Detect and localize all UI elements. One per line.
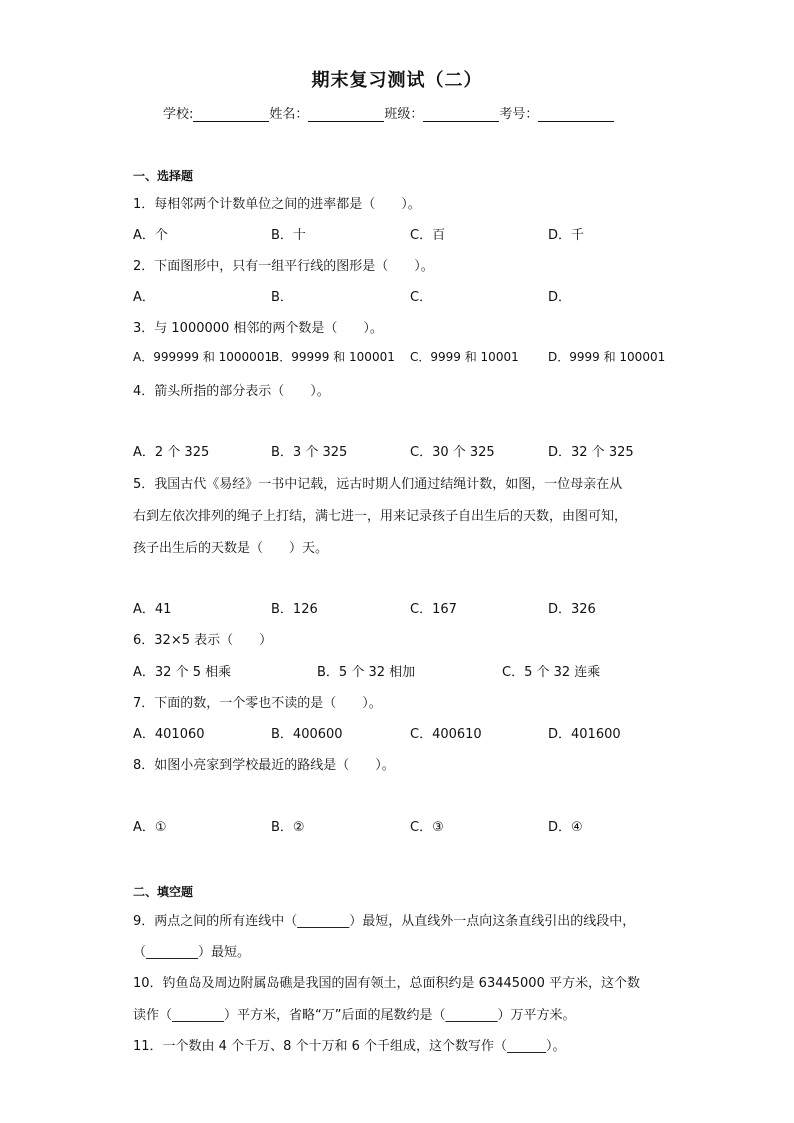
school-blank[interactable] <box>193 107 269 122</box>
question-8: 8．如图小亮家到学校最近的路线是（ ）。 <box>133 758 395 773</box>
q2-option-c[interactable]: C． <box>410 290 433 305</box>
name-blank[interactable] <box>308 107 384 122</box>
name-label: 姓名： <box>269 107 309 122</box>
q3-option-a[interactable]: A．999999 和 1000001 <box>133 350 273 364</box>
q1-option-b[interactable]: B．十 <box>271 228 306 243</box>
section-heading-choice: 一、选择题 <box>133 169 194 183</box>
question-11: 11．一个数由 4 个千万、8 个十万和 6 个千组成，这个数写作（______）。 <box>133 1039 566 1054</box>
q5-option-d[interactable]: D．326 <box>548 602 596 617</box>
student-info-row <box>163 103 614 122</box>
q7-option-b[interactable]: B．400600 <box>271 727 343 742</box>
exam-no-blank[interactable] <box>538 107 614 122</box>
q7-option-d[interactable]: D．401600 <box>548 727 621 742</box>
q8-option-c[interactable]: C．③ <box>410 820 444 835</box>
q3-option-c[interactable]: C．9999 和 10001 <box>410 350 519 364</box>
question-3: 3．与 1000000 相邻的两个数是（ ）。 <box>133 321 383 336</box>
q7-option-a[interactable]: A．401060 <box>133 727 205 742</box>
q1-option-a[interactable]: A．个 <box>133 228 168 243</box>
question-6: 6．32×5 表示（ ） <box>133 633 273 648</box>
question-2: 2．下面图形中，只有一组平行线的图形是（ ）。 <box>133 259 434 274</box>
class-blank[interactable] <box>423 107 499 122</box>
q4-option-b[interactable]: B．3 个 325 <box>271 445 348 460</box>
q5-option-c[interactable]: C．167 <box>410 602 457 617</box>
question-5-line-3: 孩子出生后的天数是（ ）天。 <box>133 541 329 556</box>
q2-option-d[interactable]: D． <box>548 290 572 305</box>
q3-option-d[interactable]: D．9999 和 100001 <box>548 350 666 364</box>
question-9-line-2: （________）最短。 <box>133 945 251 960</box>
question-9-line-1: 9．两点之间的所有连线中（________）最短，从直线外一点向这条直线引出的线段中， <box>133 914 636 929</box>
q5-option-a[interactable]: A．41 <box>133 602 172 617</box>
q2-option-b[interactable]: B． <box>271 290 293 305</box>
q6-option-c[interactable]: C．5 个 32 连乘 <box>502 665 601 680</box>
exam-no-label: 考号： <box>499 107 539 122</box>
q6-option-a[interactable]: A．32 个 5 相乘 <box>133 665 232 680</box>
question-10-line-2: 读作（________）平方米，省略“万”后面的尾数约是（________）万平方米。 <box>133 1008 576 1023</box>
question-10-line-1: 10．钓鱼岛及周边附属岛礁是我国的固有领土，总面积约是 63445000 平方米，这个数 <box>133 976 640 991</box>
question-1: 1．每相邻两个计数单位之间的进率都是（ ）。 <box>133 197 421 212</box>
q1-option-c[interactable]: C．百 <box>410 228 446 243</box>
school-label: 学校: <box>163 107 194 122</box>
q8-option-d[interactable]: D．④ <box>548 820 583 835</box>
q8-option-a[interactable]: A．① <box>133 820 167 835</box>
question-4: 4．箭头所指的部分表示（ ）。 <box>133 384 330 399</box>
question-7: 7．下面的数，一个零也不读的是（ ）。 <box>133 696 382 711</box>
q8-option-b[interactable]: B．② <box>271 820 305 835</box>
q4-option-d[interactable]: D．32 个 325 <box>548 445 634 460</box>
q4-option-c[interactable]: C．30 个 325 <box>410 445 495 460</box>
q4-option-a[interactable]: A．2 个 325 <box>133 445 210 460</box>
q1-option-d[interactable]: D．千 <box>548 228 585 243</box>
class-label: 班级： <box>384 107 424 122</box>
page-title: 期末复习测试（二） <box>311 70 483 91</box>
q3-option-b[interactable]: B．99999 和 100001 <box>271 350 395 364</box>
question-5-line-2: 右到左依次排列的绳子上打结，满七进一，用来记录孩子自出生后的天数，由图可知， <box>133 509 628 524</box>
q7-option-c[interactable]: C．400610 <box>410 727 482 742</box>
section-heading-fill-in: 二、填空题 <box>133 885 194 899</box>
q2-option-a[interactable]: A． <box>133 290 155 305</box>
q6-option-b[interactable]: B．5 个 32 相加 <box>317 665 416 680</box>
question-5-line-1: 5．我国古代《易经》一书中记载，远古时期人们通过结绳计数，如图，一位母亲在从 <box>133 477 623 492</box>
q5-option-b[interactable]: B．126 <box>271 602 318 617</box>
